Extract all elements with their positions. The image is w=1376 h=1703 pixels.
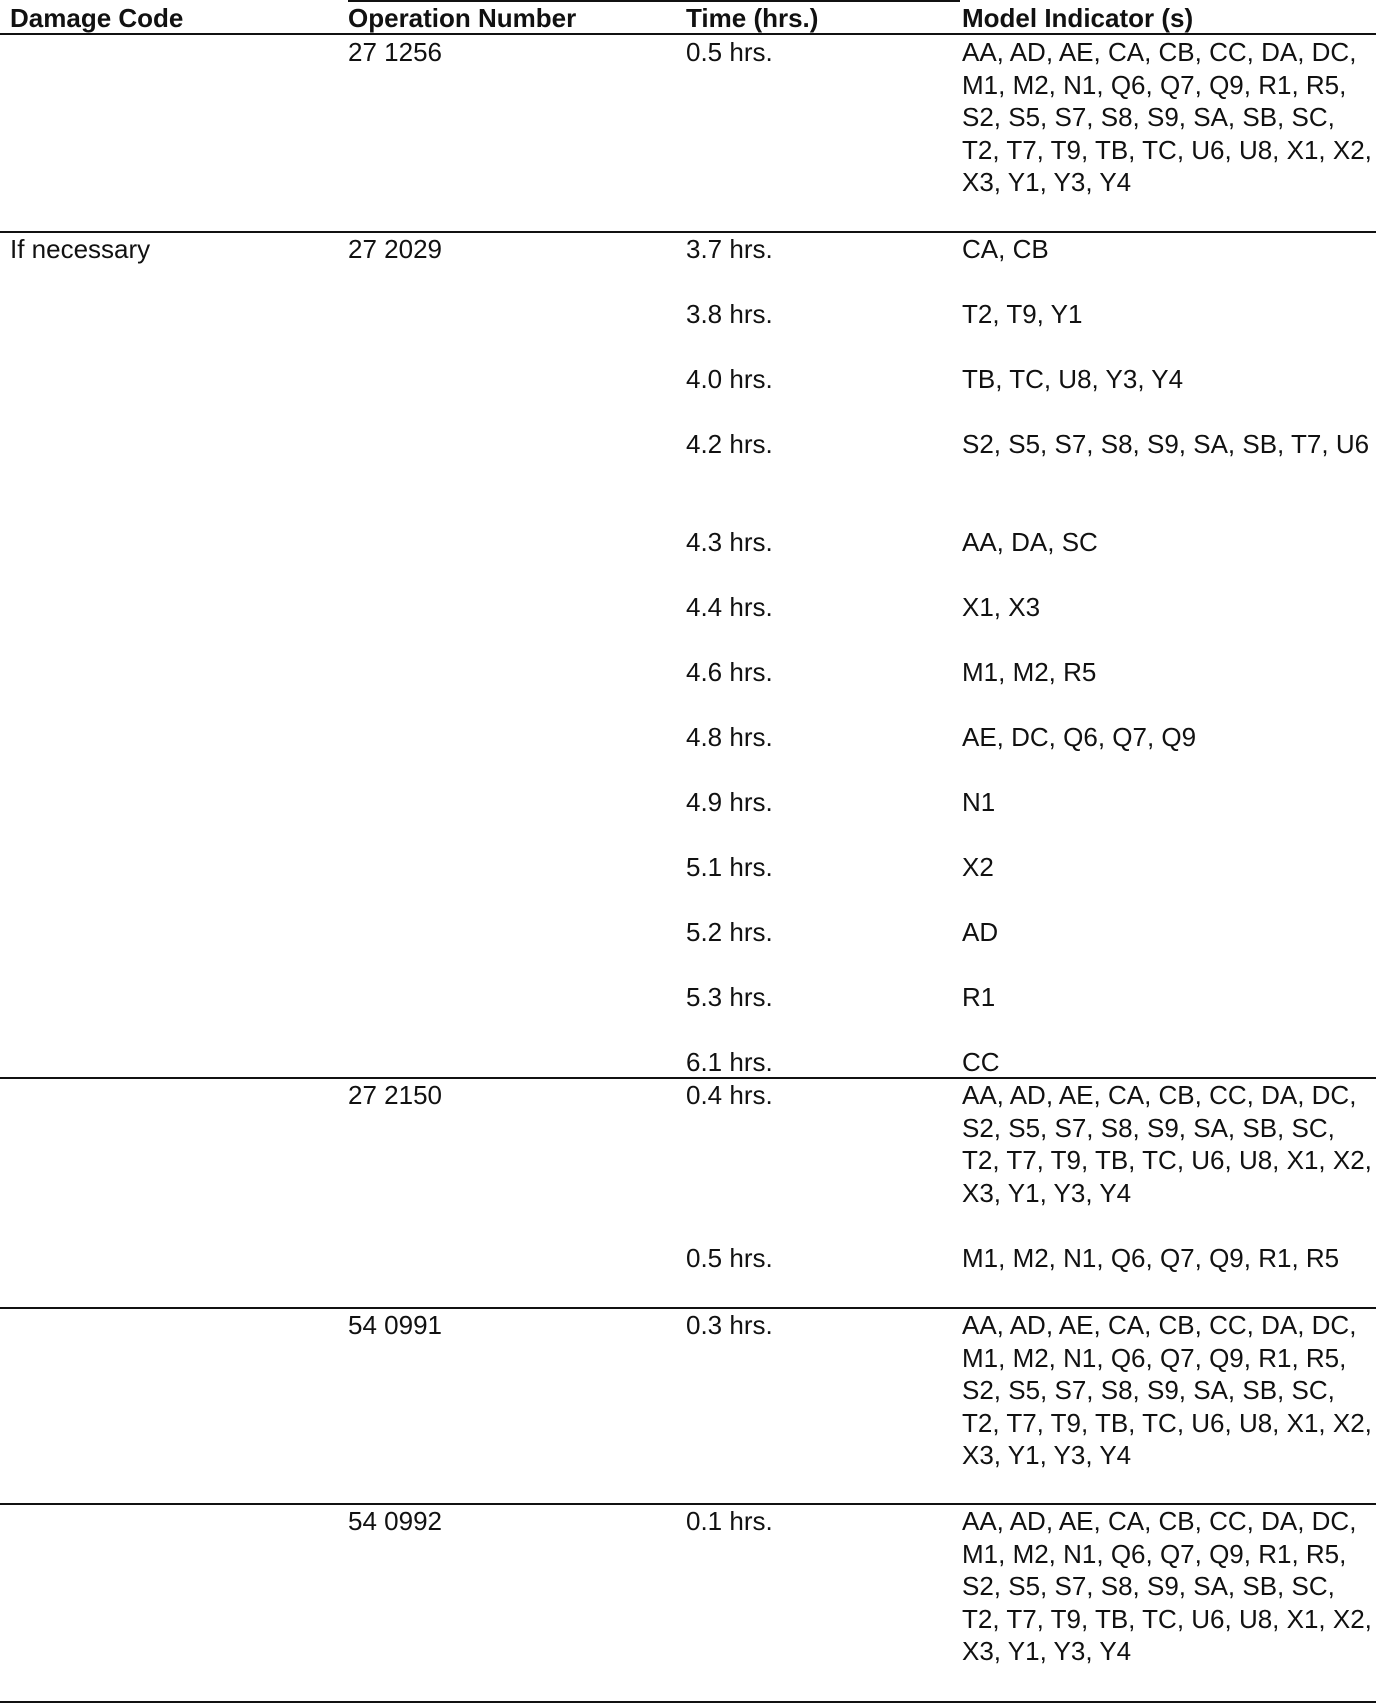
time-cell: 4.8 hrs. [686,722,773,752]
model-indicator-cell: CA, CB [962,234,1049,264]
operation-number-cell: 54 0992 [348,1506,442,1536]
model-indicator-cell: T2, T9, Y1 [962,299,1083,329]
model-indicator-cell: AA, AD, AE, CA, CB, CC, DA, DC, M1, M2, N1, Q6, Q7, Q9, R1, R5, S2, S5, S7, S8, S9, SA, SB, SC, T2, T7, T9, TB, TC, U6, U8, X1, X2, X3, Y1, Y3, Y4 [962,1310,1372,1471]
model-indicator-cell: CC [962,1047,1000,1077]
time-cell: 4.6 hrs. [686,657,773,687]
header-rule [0,33,1376,35]
model-indicator-cell: AA, AD, AE, CA, CB, CC, DA, DC, M1, M2, N1, Q6, Q7, Q9, R1, R5, S2, S5, S7, S8, S9, SA, SB, SC, T2, T7, T9, TB, TC, U6, U8, X1, X2, X3, Y1, Y3, Y4 [962,1506,1372,1667]
time-cell: 5.2 hrs. [686,917,773,947]
model-indicator-cell: M1, M2, N1, Q6, Q7, Q9, R1, R5 [962,1243,1340,1273]
model-indicator-cell: M1, M2, R5 [962,657,1097,687]
time-cell: 4.4 hrs. [686,592,773,622]
model-indicator-cell: AA, AD, AE, CA, CB, CC, DA, DC, S2, S5, S7, S8, S9, SA, SB, SC, T2, T7, T9, TB, TC, U6, U8, X1, X2, X3, Y1, Y3, Y4 [962,1080,1372,1208]
time-cell: 3.8 hrs. [686,299,773,329]
operation-number-cell: 27 1256 [348,37,442,67]
time-cell: 0.4 hrs. [686,1080,773,1110]
damage-code-cell: If necessary [10,234,151,264]
model-indicator-cell: AA, DA, SC [962,527,1098,557]
model-indicator-cell: AA, AD, AE, CA, CB, CC, DA, DC, M1, M2, N1, Q6, Q7, Q9, R1, R5, S2, S5, S7, S8, S9, SA, SB, SC, T2, T7, T9, TB, TC, U6, U8, X1, X2, X3, Y1, Y3, Y4 [962,37,1372,198]
time-cell: 0.5 hrs. [686,37,773,67]
table-header [0,0,1376,33]
time-cell: 4.2 hrs. [686,429,773,459]
time-cell: 4.3 hrs. [686,527,773,557]
model-indicator-cell: AE, DC, Q6, Q7, Q9 [962,722,1197,752]
time-cell: 4.0 hrs. [686,364,773,394]
time-cell: 4.9 hrs. [686,787,773,817]
model-indicator-cell: AD [962,917,999,947]
model-indicator-cell: S2, S5, S7, S8, S9, SA, SB, T7, U6 [962,429,1370,459]
time-cell: 0.1 hrs. [686,1506,773,1536]
operation-number-cell: 27 2150 [348,1080,442,1110]
model-indicator-cell: R1 [962,982,996,1012]
model-indicator-cell: X1, X3 [962,592,1041,622]
header-time: Time (hrs.) [686,3,819,33]
time-cell: 5.3 hrs. [686,982,773,1012]
model-indicator-cell: TB, TC, U8, Y3, Y4 [962,364,1184,394]
operation-number-cell: 54 0991 [348,1310,442,1340]
time-cell: 0.5 hrs. [686,1243,773,1273]
model-indicator-cell: N1 [962,787,996,817]
header-model-indicator: Model Indicator (s) [962,3,1194,33]
header-damage-code: Damage Code [10,3,184,33]
operation-number-cell: 27 2029 [348,234,442,264]
header-operation-number: Operation Number [348,3,577,33]
time-cell: 5.1 hrs. [686,852,773,882]
model-indicator-cell: X2 [962,852,994,882]
time-cell: 0.3 hrs. [686,1310,773,1340]
time-cell: 3.7 hrs. [686,234,773,264]
time-cell: 6.1 hrs. [686,1047,773,1077]
